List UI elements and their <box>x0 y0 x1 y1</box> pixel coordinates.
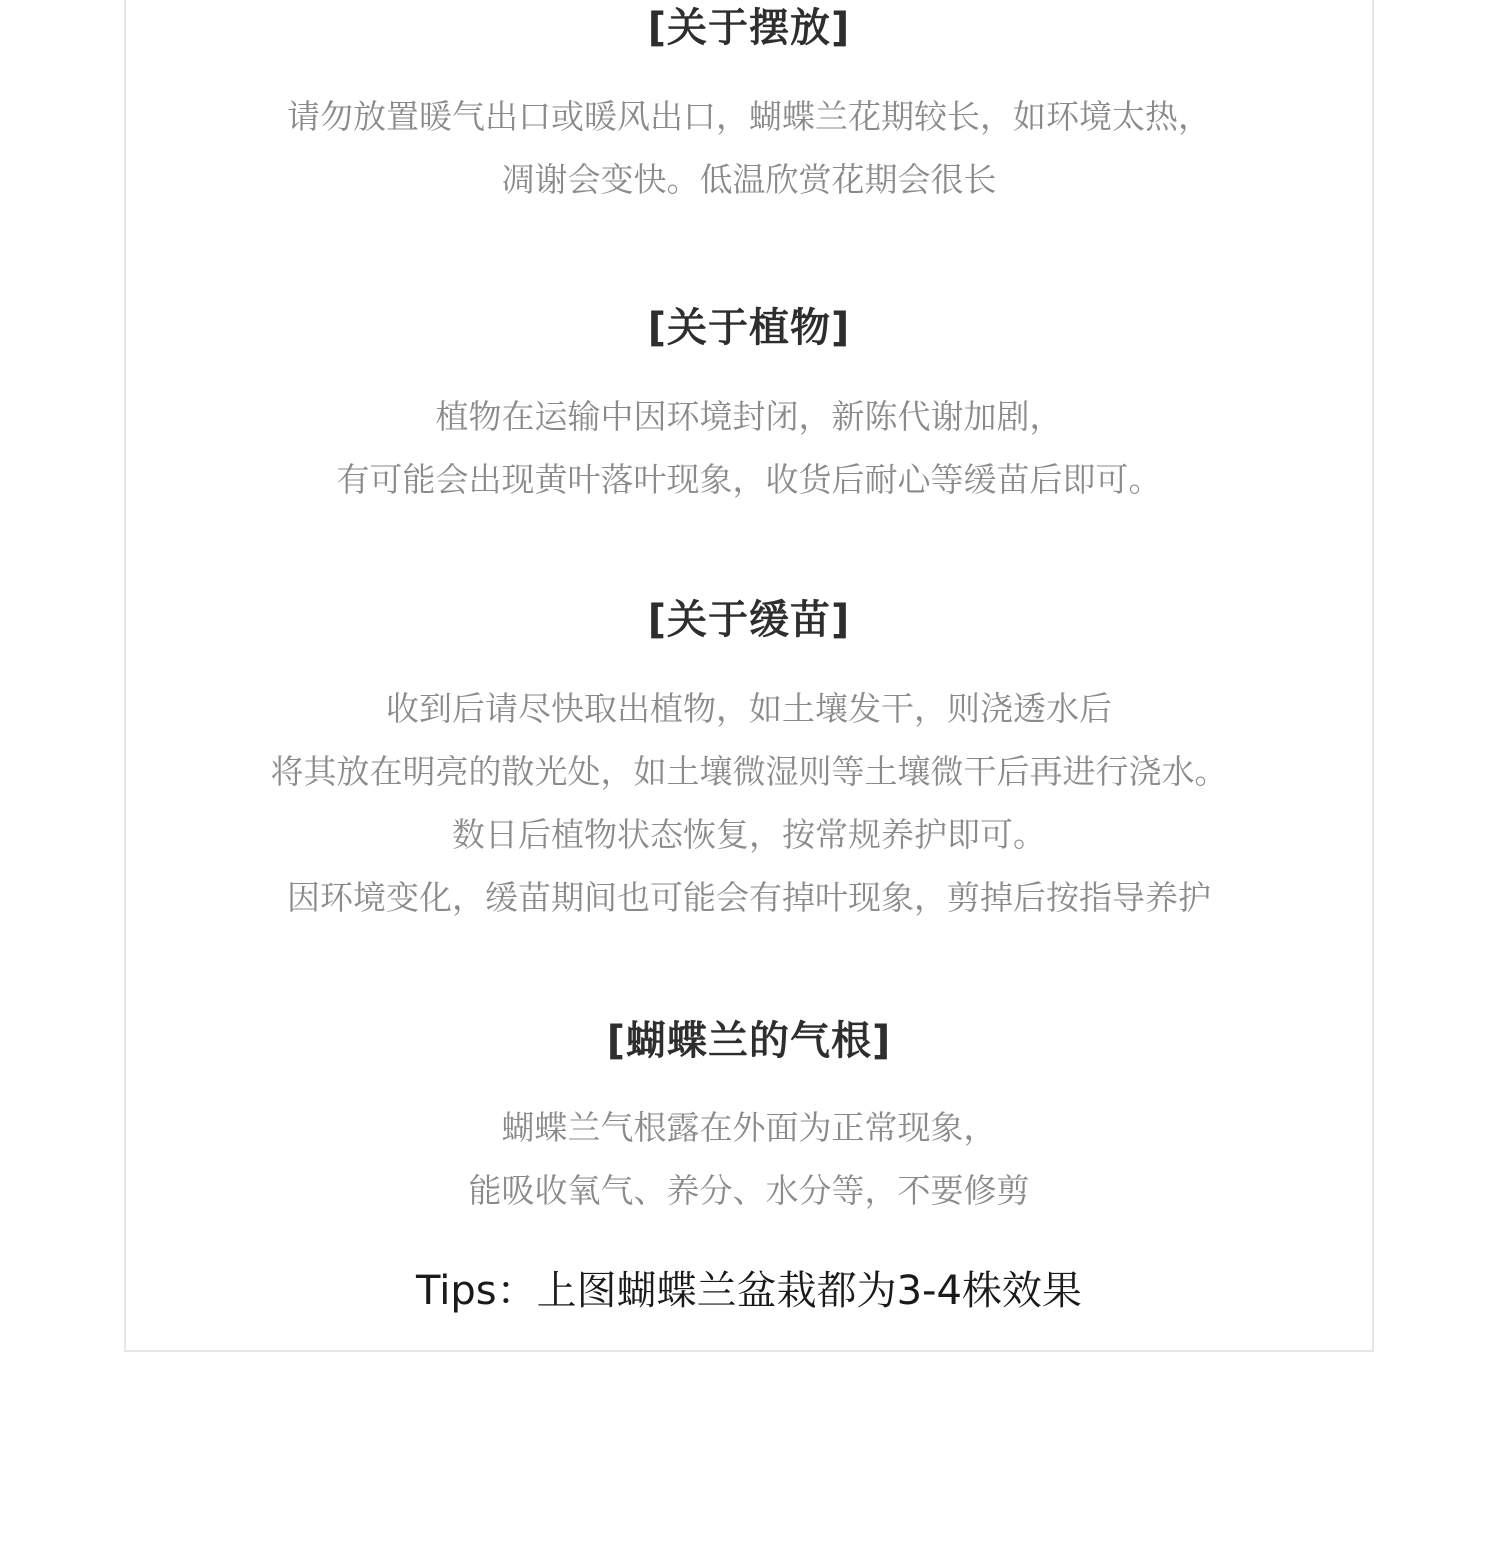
section-title-placement: [关于摆放] <box>647 5 851 51</box>
section-text-aerial-roots <box>126 1096 1372 1222</box>
text-line: 将其放在明亮的散光处，如土壤微湿则等土壤微干后再进行浇水。 <box>270 752 1228 791</box>
section-title-recovery: [关于缓苗] <box>647 597 851 643</box>
section-text-placement <box>126 85 1372 211</box>
text-line: 收到后请尽快取出植物，如土壤发干，则浇透水后 <box>386 689 1112 728</box>
section-title-plant: [关于植物] <box>647 305 851 351</box>
text-line: 数日后植物状态恢复，按常规养护即可。 <box>452 815 1046 854</box>
content-card <box>124 0 1374 1352</box>
text-line: 蝴蝶兰气根露在外面为正常现象， <box>501 1108 997 1147</box>
text-line: 有可能会出现黄叶落叶现象，收货后耐心等缓苗后即可。 <box>336 460 1162 499</box>
section-text-recovery <box>126 677 1372 929</box>
text-line: 能吸收氧气、养分、水分等，不要修剪 <box>468 1171 1030 1210</box>
section-text-plant <box>126 385 1372 511</box>
tips-note: Tips：上图蝴蝶兰盆栽都为3-4株效果 <box>416 1268 1082 1314</box>
text-line: 凋谢会变快。低温欣赏花期会很长 <box>501 160 997 199</box>
section-title-aerial-roots: [蝴蝶兰的气根] <box>606 1018 892 1064</box>
text-line: 植物在运输中因环境封闭，新陈代谢加剧， <box>435 397 1063 436</box>
text-line: 因环境变化，缓苗期间也可能会有掉叶现象，剪掉后按指导养护 <box>287 878 1211 917</box>
text-line: 请勿放置暖气出口或暖风出口，蝴蝶兰花期较长，如环境太热， <box>287 97 1211 136</box>
